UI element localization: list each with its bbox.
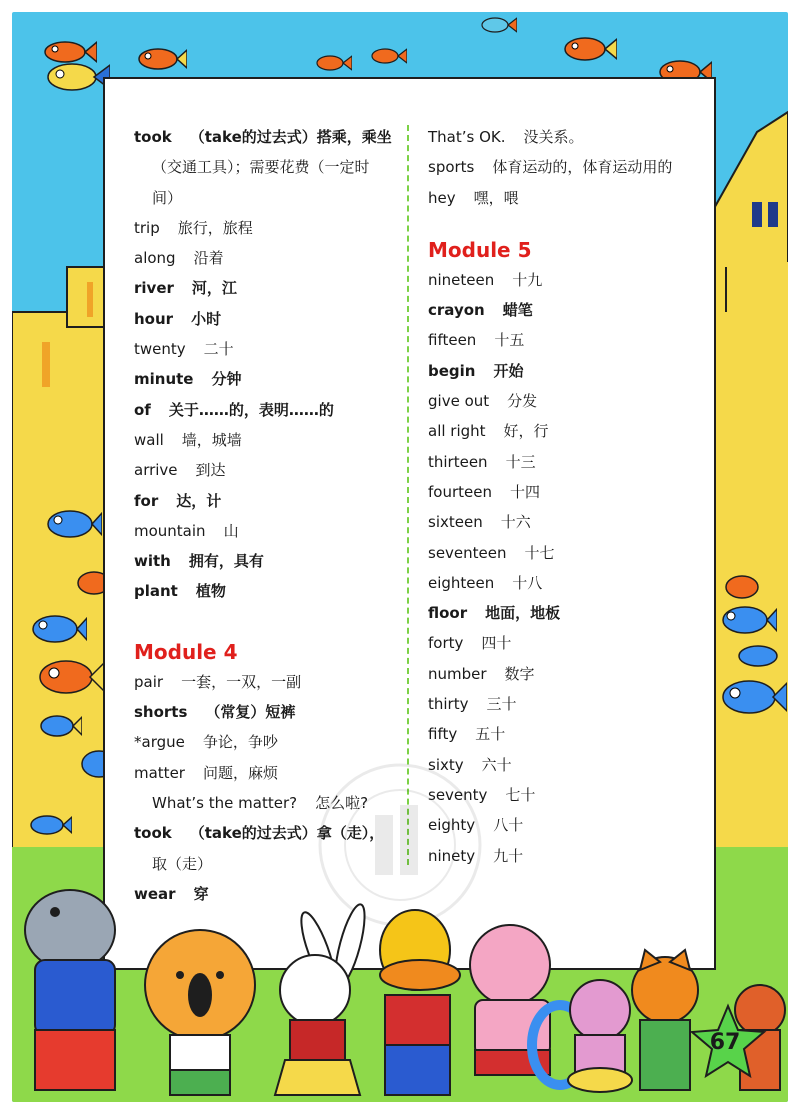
vocab-word: of xyxy=(134,400,151,419)
vocab-word: begin xyxy=(428,361,476,380)
vocab-entry-continuation: 间） xyxy=(152,188,183,207)
vocab-word: all right xyxy=(428,422,486,441)
vocab-word: river xyxy=(134,279,174,298)
vocab-meaning: 九十 xyxy=(493,846,524,865)
vocab-word: twenty xyxy=(134,340,186,359)
vocab-meaning: 八十 xyxy=(493,816,524,835)
vocab-meaning: 问题，麻烦 xyxy=(202,763,278,782)
vocab-word: eighteen xyxy=(428,573,495,592)
vocab-meaning: 十四 xyxy=(509,482,540,501)
vocab-meaning: 十五 xyxy=(494,331,525,350)
vocab-meaning: 三十 xyxy=(486,695,517,714)
vocab-word: arrive xyxy=(134,461,178,480)
vocab-word: took xyxy=(134,128,172,146)
vocab-meaning: （take的过去式）搭乘，乘坐 xyxy=(189,128,392,146)
pig-character xyxy=(568,980,632,1092)
vocab-meaning: 分钟 xyxy=(211,370,242,389)
vocab-meaning: 一套，一双，一副 xyxy=(181,672,302,691)
vocab-word: eighty xyxy=(428,816,476,835)
vocab-word: for xyxy=(134,491,159,510)
vocab-meaning: 体育运动的，体育运动用的 xyxy=(492,158,673,177)
vocab-word: ninety xyxy=(428,846,476,865)
vocab-meaning: 十八 xyxy=(512,573,543,592)
vocab-word: nineteen xyxy=(428,270,495,289)
vocab-word: sports xyxy=(428,158,475,177)
vocab-meaning: 山 xyxy=(223,521,239,540)
vocab-meaning: 四十 xyxy=(481,634,512,653)
vocab-meaning: 拥有，具有 xyxy=(188,552,264,571)
vocab-word: seventeen xyxy=(428,543,507,562)
vocab-word: minute xyxy=(134,370,194,389)
vocab-meaning: 沿着 xyxy=(193,249,224,268)
vocab-meaning: 二十 xyxy=(203,340,234,359)
vocab-meaning: 十六 xyxy=(500,513,531,532)
vocab-word: plant xyxy=(134,582,178,601)
vocab-meaning: 墙，城墙 xyxy=(181,430,242,449)
vocab-meaning: 五十 xyxy=(475,725,506,744)
vocab-meaning: 六十 xyxy=(481,755,512,774)
vocab-word: with xyxy=(134,552,171,571)
vocab-meaning: 十七 xyxy=(524,543,555,562)
vocab-meaning: （常复）短裤 xyxy=(205,703,296,722)
koala-character xyxy=(145,930,255,1095)
vocab-meaning: 小时 xyxy=(191,309,222,328)
vocab-meaning: 植物 xyxy=(195,582,226,601)
rabbit-character xyxy=(275,902,371,1095)
vocab-meaning: 数字 xyxy=(504,664,535,683)
vocab-meaning: 怎么啦? xyxy=(315,793,369,812)
vocab-meaning: （take的过去式）拿（走）， xyxy=(189,824,385,843)
vocab-word: *argue xyxy=(134,733,185,752)
page-number: 67 xyxy=(709,1030,741,1055)
vocab-word: sixty xyxy=(428,755,464,774)
vocab-entry-continuation: 取（走） xyxy=(152,854,213,873)
vocab-meaning: 关于……的，表明……的 xyxy=(168,400,334,419)
vocab-word: matter xyxy=(134,763,185,782)
vocab-word: fourteen xyxy=(428,482,492,501)
vocab-word: thirteen xyxy=(428,452,488,471)
vocab-word: crayon xyxy=(428,301,485,320)
vocab-meaning: 争论，争吵 xyxy=(202,733,278,752)
vocab-word: took xyxy=(134,824,172,843)
vocab-meaning: 河，江 xyxy=(191,279,237,298)
vocab-word: shorts xyxy=(134,703,188,722)
vocab-meaning: 到达 xyxy=(195,461,226,480)
vocab-word: That’s OK. xyxy=(428,128,506,146)
vocab-word: floor xyxy=(428,604,468,623)
vocab-word: thirty xyxy=(428,695,469,714)
vocab-word: wall xyxy=(134,430,164,449)
vocab-meaning: 穿 xyxy=(193,884,209,903)
vocab-meaning: 嘿，喂 xyxy=(473,188,519,207)
vocab-word: sixteen xyxy=(428,513,483,532)
vocab-meaning: 十九 xyxy=(512,270,543,289)
vocab-meaning: 达，计 xyxy=(176,491,222,510)
vocab-meaning: 分发 xyxy=(507,392,538,411)
vocab-phrase: What’s the matter? xyxy=(152,793,298,812)
vocab-word: give out xyxy=(428,392,490,411)
vocab-meaning: 蜡笔 xyxy=(502,301,533,320)
module-heading: Module 5 xyxy=(428,237,532,262)
vocab-word: hour xyxy=(134,309,174,328)
vocab-word: seventy xyxy=(428,785,488,804)
module-heading: Module 4 xyxy=(134,639,238,664)
vocab-entry-continuation: （交通工具）；需要花费（一定时 xyxy=(152,158,370,177)
vocab-word: along xyxy=(134,249,176,268)
vocab-meaning: 好，行 xyxy=(503,422,549,441)
vocab-word: fifty xyxy=(428,725,458,744)
duck-character xyxy=(380,910,460,1095)
vocab-word: forty xyxy=(428,634,464,653)
vocab-word: pair xyxy=(134,672,164,691)
vocab-meaning: 没关系。 xyxy=(523,128,584,146)
vocab-word: hey xyxy=(428,188,456,207)
vocab-meaning: 开始 xyxy=(493,361,524,380)
vocab-word: wear xyxy=(134,884,176,903)
vocab-word: number xyxy=(428,664,487,683)
hippo-character xyxy=(25,890,115,1090)
vocab-word: fifteen xyxy=(428,331,477,350)
vocab-meaning: 七十 xyxy=(505,785,536,804)
vocab-meaning: 旅行，旅程 xyxy=(177,218,253,237)
vocab-word: trip xyxy=(134,218,160,237)
vocab-meaning: 地面，地板 xyxy=(485,604,561,623)
vocab-meaning: 十三 xyxy=(505,452,536,471)
vocab-word: mountain xyxy=(134,521,206,540)
